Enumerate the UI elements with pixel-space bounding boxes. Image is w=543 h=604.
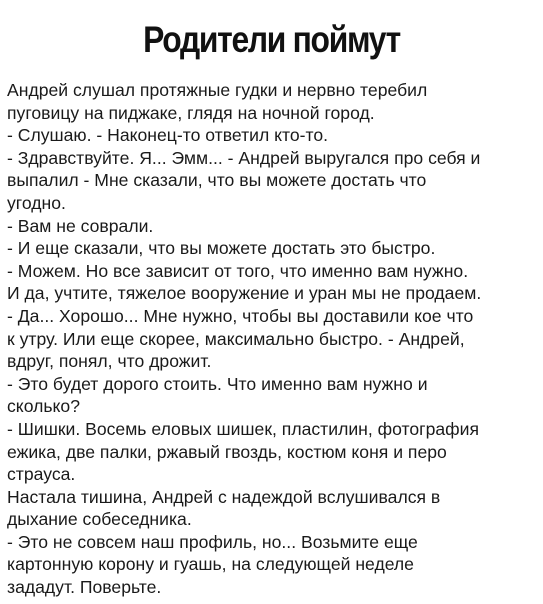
text-line: - Можем. Но все зависит от того, что именно вам нужно.: [7, 260, 469, 281]
text-line: Андрей слушал протяжные гудки и нервно теребил: [7, 80, 428, 100]
text-line: - И еще сказали, что вы можете достать это быстро.: [7, 238, 436, 259]
text-line: - Да... Хорошо... Мне нужно, чтобы вы доставили кое что: [7, 305, 474, 326]
page-title: Родители поймут: [143, 19, 400, 60]
text-line: сколько?: [7, 396, 80, 417]
text-line: страуса.: [7, 464, 76, 485]
text-line: - Слушаю. - Наконец-то ответил кто-то.: [7, 125, 329, 146]
text-line: к утру. Или еще скорее, максимально быстро. - Андрей,: [7, 328, 465, 349]
text-line: - Это будет дорого стоить. Что именно вам нужно и: [7, 373, 428, 394]
text-line: пуговицу на пиджаке, глядя на ночной город.: [7, 102, 375, 123]
text-line: Настала тишина, Андрей с надеждой вслушивался в: [7, 486, 441, 507]
text-line: дыхание собеседника.: [7, 509, 192, 530]
story-text: [7, 79, 537, 599]
text-line: зададут. Поверьте.: [7, 577, 162, 598]
text-line: - Вам не соврали.: [7, 215, 154, 236]
text-line: выпалил - Мне сказали, что вы можете достать что: [7, 170, 427, 191]
text-line: ежика, две палки, ржавый гвоздь, костюм коня и перо: [7, 441, 447, 462]
text-line: картонную корону и гуашь, на следующей неделе: [7, 554, 414, 575]
text-line: И да, учтите, тяжелое вооружение и уран мы не продаем.: [7, 283, 482, 304]
text-line: - Шишки. Восемь еловых шишек, пластилин, фотография: [7, 418, 479, 439]
text-line: - Это не совсем наш профиль, но... Возьмите еще: [7, 531, 418, 552]
text-line: угодно.: [7, 192, 66, 213]
text-line: вдруг, понял, что дрожит.: [7, 351, 212, 372]
text-line: - Здравствуйте. Я... Эмм... - Андрей выругался про себя и: [7, 147, 481, 168]
